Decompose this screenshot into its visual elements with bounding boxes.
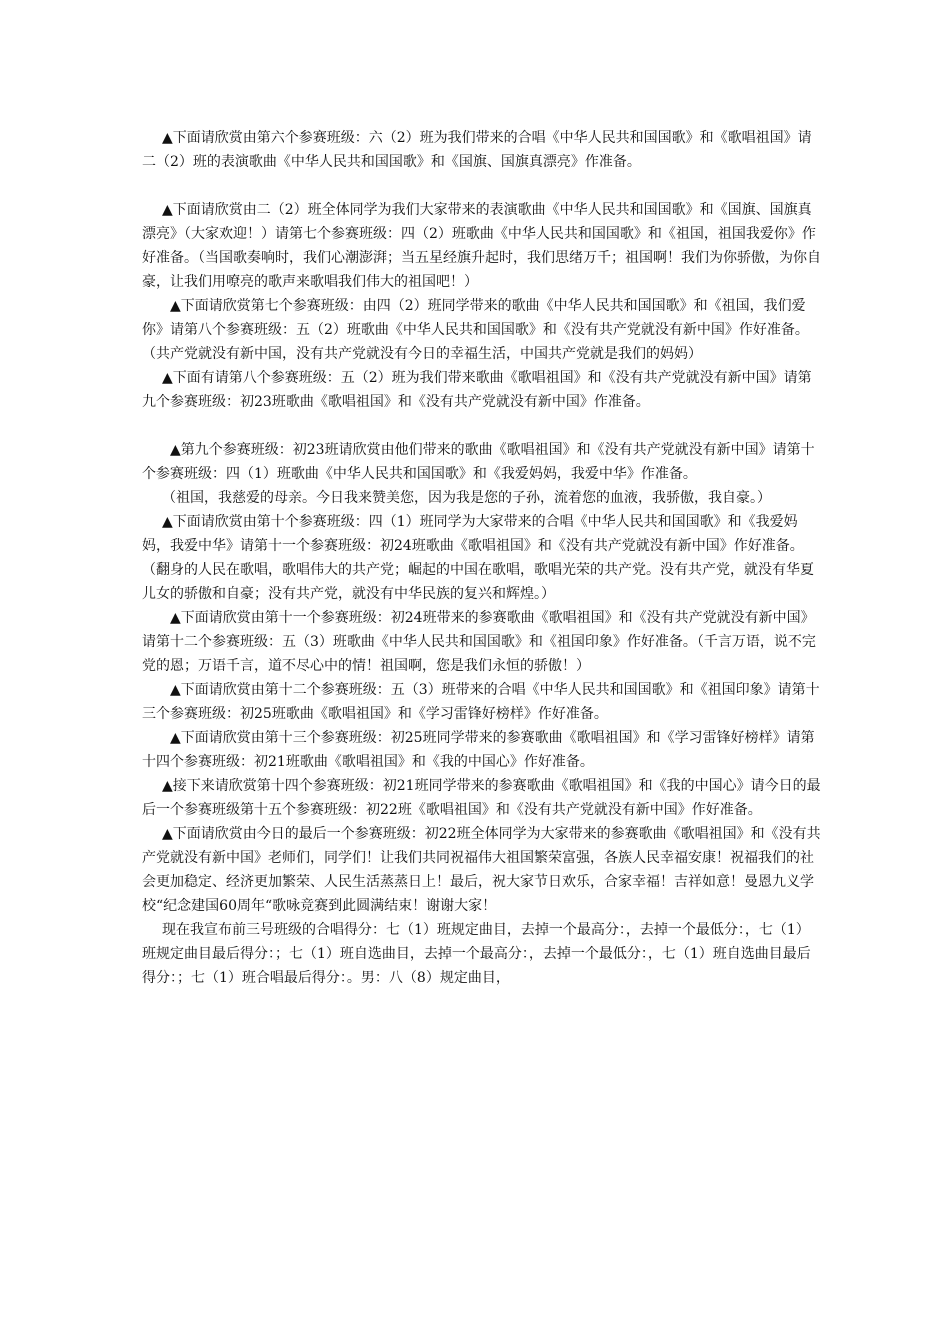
- paragraph-9: ▲下面请欣赏由第十二个参赛班级：五（3）班带来的合唱《中华人民共和国国歌》和《祖国印象》请第十三个参赛班级：初25班歌曲《歌唱祖国》和《学习雷锋好榜样》作好准备。: [142, 682, 820, 722]
- paragraph-5: ▲第九个参赛班级：初23班请欣赏由他们带来的歌曲《歌唱祖国》和《没有共产党就没有新中国》请第十个参赛班级：四（1）班歌曲《中华人民共和国国歌》和《我爱妈妈，我爱中华》作准备。: [142, 442, 815, 482]
- paragraph-8: ▲下面请欣赏由第十一个参赛班级：初24班带来的参赛歌曲《歌唱祖国》和《没有共产党就没有新中国》请第十二个参赛班级：五（3）班歌曲《中华人民共和国国歌》和《祖国印象》作好准备。（千言万语，说不完党的恩；万语千言，道不尽心中的情！祖国啊，您是我们永恒的骄傲！）: [142, 610, 816, 674]
- paragraph-3: ▲下面请欣赏第七个参赛班级：由四（2）班同学带来的歌曲《中华人民共和国国歌》和《祖国，我们爱你》请第八个参赛班级：五（2）班歌曲《中华人民共和国国歌》和《没有共产党就没有新中国》作好准备。（共产党就没有新中国，没有共产党就没有今日的幸福生活，中国共产党就是我们的妈妈）: [142, 298, 809, 362]
- paragraph-4: ▲下面有请第八个参赛班级：五（2）班为我们带来歌曲《歌唱祖国》和《没有共产党就没有新中国》请第九个参赛班级：初23班歌曲《歌唱祖国》和《没有共产党就没有新中国》作准备。: [142, 370, 812, 410]
- paragraph-1: ▲下面请欣赏由第六个参赛班级：六（2）班为我们带来的合唱《中华人民共和国国歌》和《歌唱祖国》请二（2）班的表演歌曲《中华人民共和国国歌》和《国旗、国旗真漂亮》作准备。: [142, 130, 812, 170]
- paragraph-12: ▲下面请欣赏由今日的最后一个参赛班级：初22班全体同学为大家带来的参赛歌曲《歌唱祖国》和《没有共产党就没有新中国》老师们，同学们！让我们共同祝福伟大祖国繁荣富强，各族人民幸福安康！祝福我们的社会更加稳定、经济更加繁荣、人民生活蒸蒸日上！最后，祝大家节日欢乐，合家幸福！吉祥如意！曼恩九义学校“纪念建国60周年“歌咏竞赛到此圆满结束！谢谢大家！: [142, 826, 821, 914]
- paragraph-13: 现在我宣布前三号班级的合唱得分：七（1）班规定曲目，去掉一个最高分：，去掉一个最低分：，七（1）班规定曲目最后得分：；七（1）班自选曲目，去掉一个最高分：，去掉一个最低分：，七（1）班自选曲目最后得分：；七（1）班合唱最后得分：。男：八（8）规定曲目，: [142, 922, 811, 986]
- paragraph-2: ▲下面请欣赏由二（2）班全体同学为我们大家带来的表演歌曲《中华人民共和国国歌》和《国旗、国旗真漂亮》（大家欢迎！）请第七个参赛班级：四（2）班歌曲《中华人民共和国国歌》和《祖国，祖国我爱你》作好准备。（当国歌奏响时，我们心潮澎湃；当五星经旗升起时，我们思绪万千；祖国啊！我们为你骄傲，为你自豪，让我们用嘹亮的歌声来歌唱我们伟大的祖国吧！）: [142, 202, 821, 290]
- paragraph-6: （祖国，我慈爱的母亲。今日我来赞美您，因为我是您的子孙，流着您的血液，我骄傲，我自豪。）: [162, 490, 771, 506]
- paragraph-11: ▲接下来请欣赏第十四个参赛班级：初21班同学带来的参赛歌曲《歌唱祖国》和《我的中国心》请今日的最后一个参赛班级第十五个参赛班级：初22班《歌唱祖国》和《没有共产党就没有新中国》作好准备。: [142, 778, 821, 818]
- paragraph-10: ▲下面请欣赏由第十三个参赛班级：初25班同学带来的参赛歌曲《歌唱祖国》和《学习雷锋好榜样》请第十四个参赛班级：初21班歌曲《歌唱祖国》和《我的中国心》作好准备。: [142, 730, 815, 770]
- document-body: [142, 126, 822, 990]
- paragraph-7: ▲下面请欣赏由第十个参赛班级：四（1）班同学为大家带来的合唱《中华人民共和国国歌》和《我爱妈妈，我爱中华》请第十一个参赛班级：初24班歌曲《歌唱祖国》和《没有共产党就没有新中国》作好准备。（翻身的人民在歌唱，歌唱伟大的共产党；崛起的中国在歌唱，歌唱光荣的共产党。没有共产党，就没有华夏儿女的骄傲和自豪；没有共产党，就没有中华民族的复兴和辉煌。）: [142, 514, 814, 602]
